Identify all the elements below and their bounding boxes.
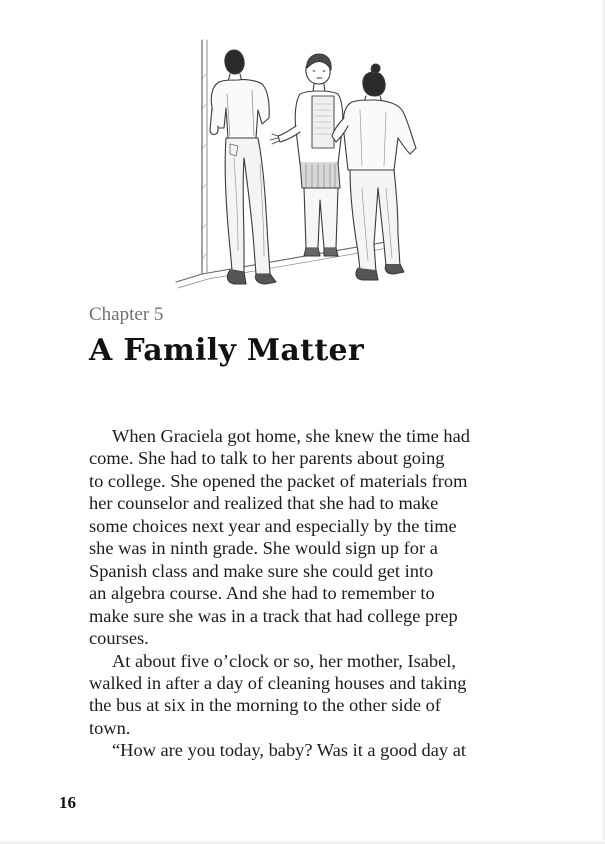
body-line: she was in ninth grade. She would sign up for a — [89, 538, 438, 559]
body-line: When Graciela got home, she knew the time had — [112, 426, 470, 446]
body-line: come. She had to talk to her parents about going — [89, 448, 445, 469]
page-number: 16 — [59, 793, 76, 812]
body-line: make sure she was in a track that had college prep — [89, 605, 458, 626]
page-edge-shadow — [601, 0, 605, 844]
body-line: walked in after a day of cleaning houses and taking — [89, 672, 467, 693]
body-line: some choices next year and especially by the time — [89, 515, 457, 536]
page-bottom-shadow — [0, 840, 605, 844]
body-line: Spanish class and make sure she could get into — [89, 560, 434, 581]
body-line: town. — [89, 717, 131, 738]
body-line: an algebra course. And she had to remember to — [89, 583, 435, 604]
body-line: the bus at six in the morning to the other side of — [89, 695, 441, 716]
chapter-body-text — [89, 425, 529, 762]
body-line: At about five o’clock or so, her mother, Isabel, — [112, 650, 456, 671]
chapter-label: Chapter 5 — [89, 304, 164, 325]
body-line: “How are you today, baby? Was it a good day at — [112, 740, 466, 761]
family-conversation-illustration — [172, 38, 434, 292]
body-line: courses. — [89, 628, 149, 649]
body-line: her counselor and realized that she had to make — [89, 493, 439, 514]
body-line: to college. She opened the packet of materials from — [89, 470, 468, 491]
chapter-title: A Family Matter — [89, 333, 364, 368]
